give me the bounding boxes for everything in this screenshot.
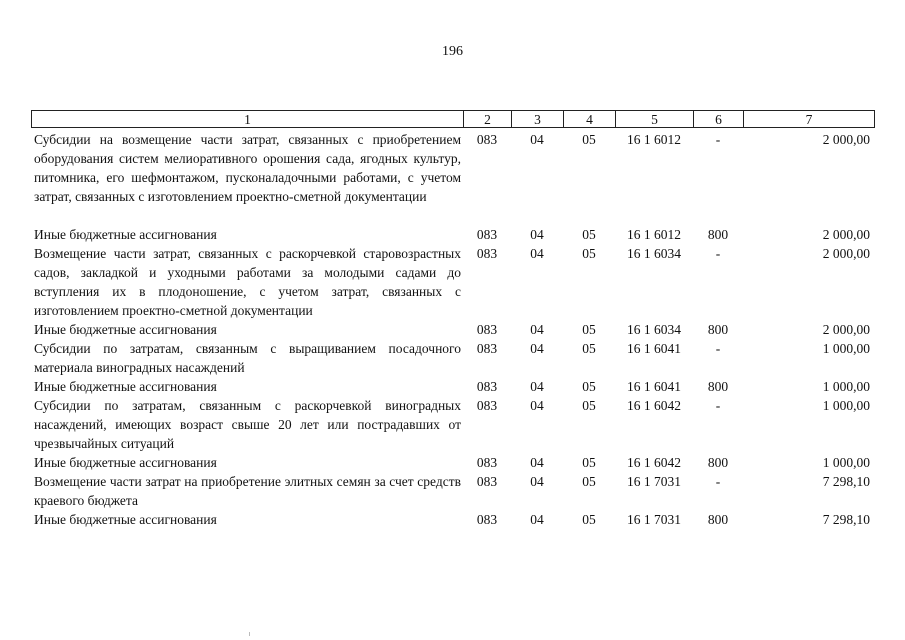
row-subsection: 05 — [582, 455, 596, 470]
row-description: Субсидии по затратам, связанным с выращиванием посадочного материала виноградных насаждений — [34, 341, 461, 375]
row-amount: 2 000,00 — [822, 246, 870, 261]
row-section: 04 — [530, 132, 544, 147]
row-expense-type: 800 — [707, 512, 729, 527]
row-target-article: 16 1 6034 — [627, 246, 681, 261]
row-expense-type: 800 — [707, 227, 729, 242]
row-amount: 7 298,10 — [822, 474, 870, 489]
row-subsection: 05 — [582, 398, 596, 413]
header-row — [32, 111, 875, 128]
header-col-2: 2 — [464, 111, 512, 128]
scan-mark — [249, 632, 250, 636]
row-section: 04 — [530, 379, 544, 394]
row-subsection: 05 — [582, 474, 596, 489]
table-row — [31, 453, 874, 472]
header-col-7: 7 — [744, 111, 875, 128]
row-amount: 7 298,10 — [822, 512, 870, 527]
row-admin-code: 083 — [476, 246, 498, 261]
row-target-article: 16 1 6012 — [627, 132, 681, 147]
budget-rows — [31, 130, 874, 529]
row-expense-type: - — [715, 132, 721, 147]
page-number: 196 — [442, 44, 463, 59]
row-subsection: 05 — [582, 227, 596, 242]
row-description: Субсидии по затратам, связанным с раскорчевкой виноградных насаждений, имеющих возраст свыше 20 лет или пострадавших от чрезвычайных ситуаций — [34, 398, 461, 451]
row-expense-type: - — [715, 474, 721, 489]
row-expense-type: 800 — [707, 379, 729, 394]
row-description: Иные бюджетные ассигнования — [34, 227, 217, 242]
row-amount: 1 000,00 — [822, 341, 870, 356]
column-header-table — [31, 110, 875, 128]
row-subsection: 05 — [582, 246, 596, 261]
row-expense-type: - — [715, 341, 721, 356]
header-col-4: 4 — [564, 111, 616, 128]
row-admin-code: 083 — [476, 474, 498, 489]
row-admin-code: 083 — [476, 227, 498, 242]
table-row — [31, 130, 874, 206]
row-target-article: 16 1 6041 — [627, 379, 681, 394]
row-section: 04 — [530, 246, 544, 261]
table-row — [31, 510, 874, 529]
row-target-article: 16 1 6041 — [627, 341, 681, 356]
row-section: 04 — [530, 341, 544, 356]
row-section: 04 — [530, 512, 544, 527]
row-amount: 1 000,00 — [822, 455, 870, 470]
table-row — [31, 472, 874, 510]
table-row — [31, 339, 874, 377]
row-target-article: 16 1 6034 — [627, 322, 681, 337]
row-admin-code: 083 — [476, 398, 498, 413]
header-col-6: 6 — [694, 111, 744, 128]
row-admin-code: 083 — [476, 322, 498, 337]
row-description: Возмещение части затрат на приобретение элитных семян за счет средств краевого бюджета — [34, 474, 461, 508]
row-description: Иные бюджетные ассигнования — [34, 512, 217, 527]
row-subsection: 05 — [582, 132, 596, 147]
table-row — [31, 320, 874, 339]
header-col-5: 5 — [616, 111, 694, 128]
row-description: Иные бюджетные ассигнования — [34, 455, 217, 470]
row-description: Возмещение части затрат, связанных с раскорчевкой старовозрастных садов, закладкой и уходными работами за молодыми садами до вступления их в плодоношение, с учетом затрат, связанных с изготовлением проектно-сметной документации — [34, 246, 461, 318]
row-expense-type: - — [715, 398, 721, 413]
row-subsection: 05 — [582, 322, 596, 337]
row-admin-code: 083 — [476, 455, 498, 470]
row-admin-code: 083 — [476, 132, 498, 147]
row-expense-type: 800 — [707, 322, 729, 337]
row-admin-code: 083 — [476, 512, 498, 527]
row-target-article: 16 1 6042 — [627, 455, 681, 470]
row-amount: 2 000,00 — [822, 322, 870, 337]
row-amount: 1 000,00 — [822, 379, 870, 394]
row-target-article: 16 1 7031 — [627, 512, 681, 527]
header-col-1: 1 — [32, 111, 464, 128]
row-section: 04 — [530, 398, 544, 413]
row-section: 04 — [530, 474, 544, 489]
header-col-3: 3 — [512, 111, 564, 128]
row-amount: 2 000,00 — [822, 227, 870, 242]
row-subsection: 05 — [582, 379, 596, 394]
row-admin-code: 083 — [476, 341, 498, 356]
row-subsection: 05 — [582, 341, 596, 356]
row-description: Иные бюджетные ассигнования — [34, 322, 217, 337]
table-row — [31, 244, 874, 320]
row-section: 04 — [530, 455, 544, 470]
row-target-article: 16 1 6042 — [627, 398, 681, 413]
row-section: 04 — [530, 227, 544, 242]
row-description: Иные бюджетные ассигнования — [34, 379, 217, 394]
row-target-article: 16 1 6012 — [627, 227, 681, 242]
row-amount: 1 000,00 — [822, 398, 870, 413]
row-subsection: 05 — [582, 512, 596, 527]
row-admin-code: 083 — [476, 379, 498, 394]
table-row — [31, 396, 874, 453]
row-amount: 2 000,00 — [822, 132, 870, 147]
row-description: Субсидии на возмещение части затрат, связанных с приобретением оборудования систем мелиоративного орошения сада, ягодных культур, питомника, его шефмонтажом, пусконаладочными работами, с учетом затрат, связанных с изготовлением проектно-сметной документации — [34, 132, 461, 204]
row-expense-type: 800 — [707, 455, 729, 470]
table-row — [31, 225, 874, 244]
table-row — [31, 377, 874, 396]
row-expense-type: - — [715, 246, 721, 261]
row-target-article: 16 1 7031 — [627, 474, 681, 489]
row-section: 04 — [530, 322, 544, 337]
